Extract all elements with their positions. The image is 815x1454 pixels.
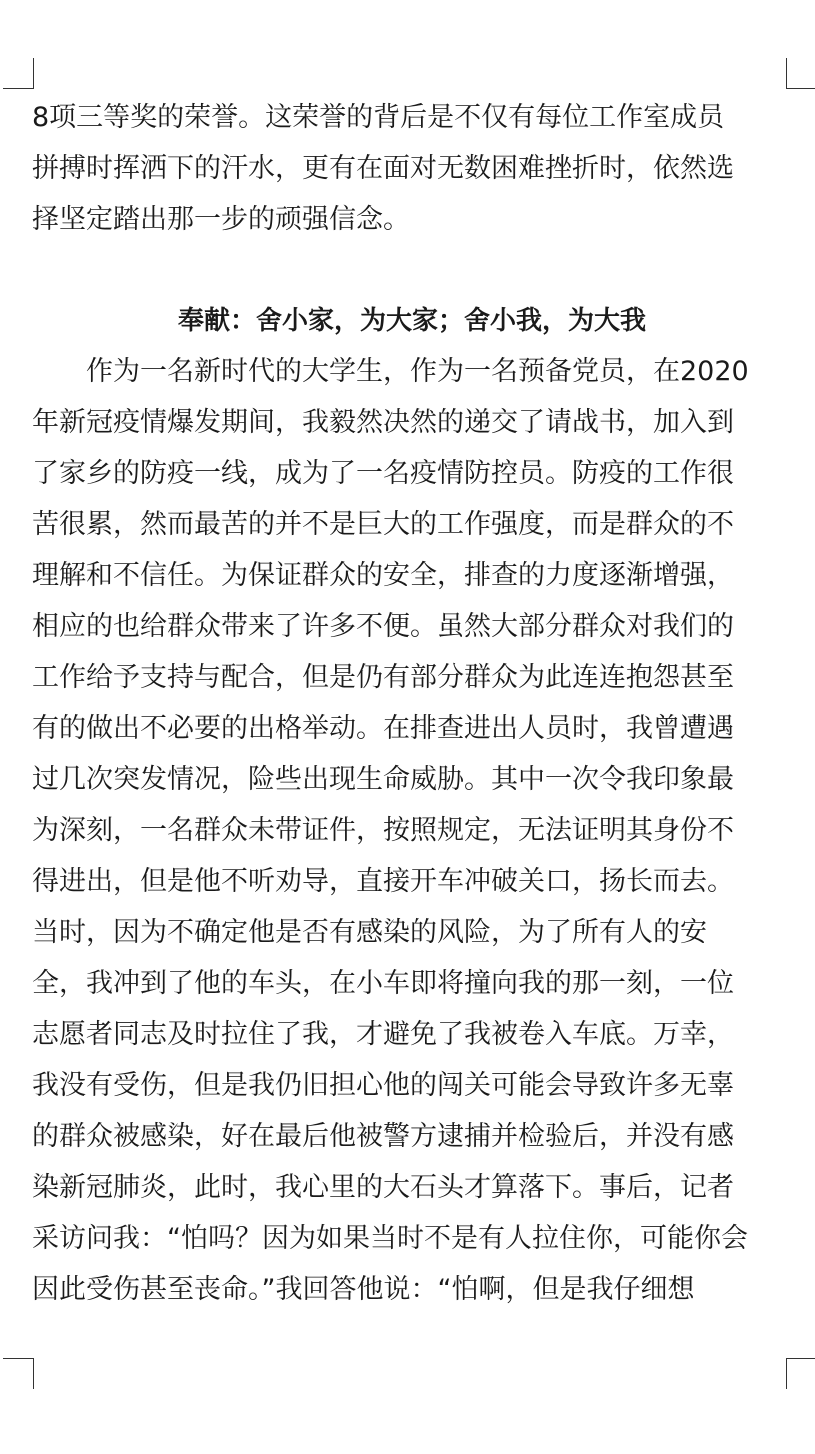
text-line: 的群众被感染，好在最后他被警方逮捕并检验后，并没有感 [32,1121,734,1152]
text-line: 相应的也给群众带来了许多不便。虽然大部分群众对我们的 [32,611,734,642]
crop-mark-top-right [786,58,815,89]
text-line: 志愿者同志及时拉住了我，才避免了我被卷入车底。万幸， [32,1019,734,1050]
text-line: 8项三等奖的荣誉。这荣誉的背后是不仅有每位工作室成员 [32,102,725,133]
text-line: 当时，因为不确定他是否有感染的风险，为了所有人的安 [32,917,707,948]
crop-mark-bottom-left [3,1358,34,1389]
text-line: 全，我冲到了他的车头，在小车即将撞向我的那一刻，一位 [32,968,734,999]
text-line: 有的做出不必要的出格举动。在排查进出人员时，我曾遭遇 [32,713,734,744]
text-line: 过几次突发情况，险些出现生命威胁。其中一次令我印象最 [32,764,734,795]
text-line: 拼搏时挥洒下的汗水，更有在面对无数困难挫折时，依然选 [32,153,734,184]
crop-mark-bottom-right [786,1358,815,1389]
text-line: 为深刻，一名群众未带证件，按照规定，无法证明其身份不 [32,815,734,846]
section-heading: 奉献：舍小家，为大家；舍小我，为大我 [177,306,646,336]
text-line: 了家乡的防疫一线，成为了一名疫情防控员。防疫的工作很 [32,458,734,489]
crop-mark-top-left [3,58,34,89]
text-line: 得进出，但是他不听劝导，直接开车冲破关口，扬长而去。 [32,866,734,897]
text-line: 苦很累，然而最苦的并不是巨大的工作强度，而是群众的不 [32,509,734,540]
text-line: 工作给予支持与配合，但是仍有部分群众为此连连抱怨甚至 [32,662,734,693]
text-line: 因此受伤甚至丧命。”我回答他说：“怕啊，但是我仔细想 [32,1274,695,1305]
text-line: 采访问我：“怕吗？因为如果当时不是有人拉住你，可能你会 [32,1223,748,1254]
text-line: 作为一名新时代的大学生，作为一名预备党员，在2020 [32,356,749,387]
text-line: 染新冠肺炎，此时，我心里的大石头才算落下。事后，记者 [32,1172,734,1203]
text-line: 我没有受伤，但是我仍旧担心他的闯关可能会导致许多无辜 [32,1070,734,1101]
text-line: 择坚定踏出那一步的顽强信念。 [32,204,410,235]
text-line: 理解和不信任。为保证群众的安全，排查的力度逐渐增强， [32,560,734,591]
text-line: 年新冠疫情爆发期间，我毅然决然的递交了请战书，加入到 [32,407,734,438]
